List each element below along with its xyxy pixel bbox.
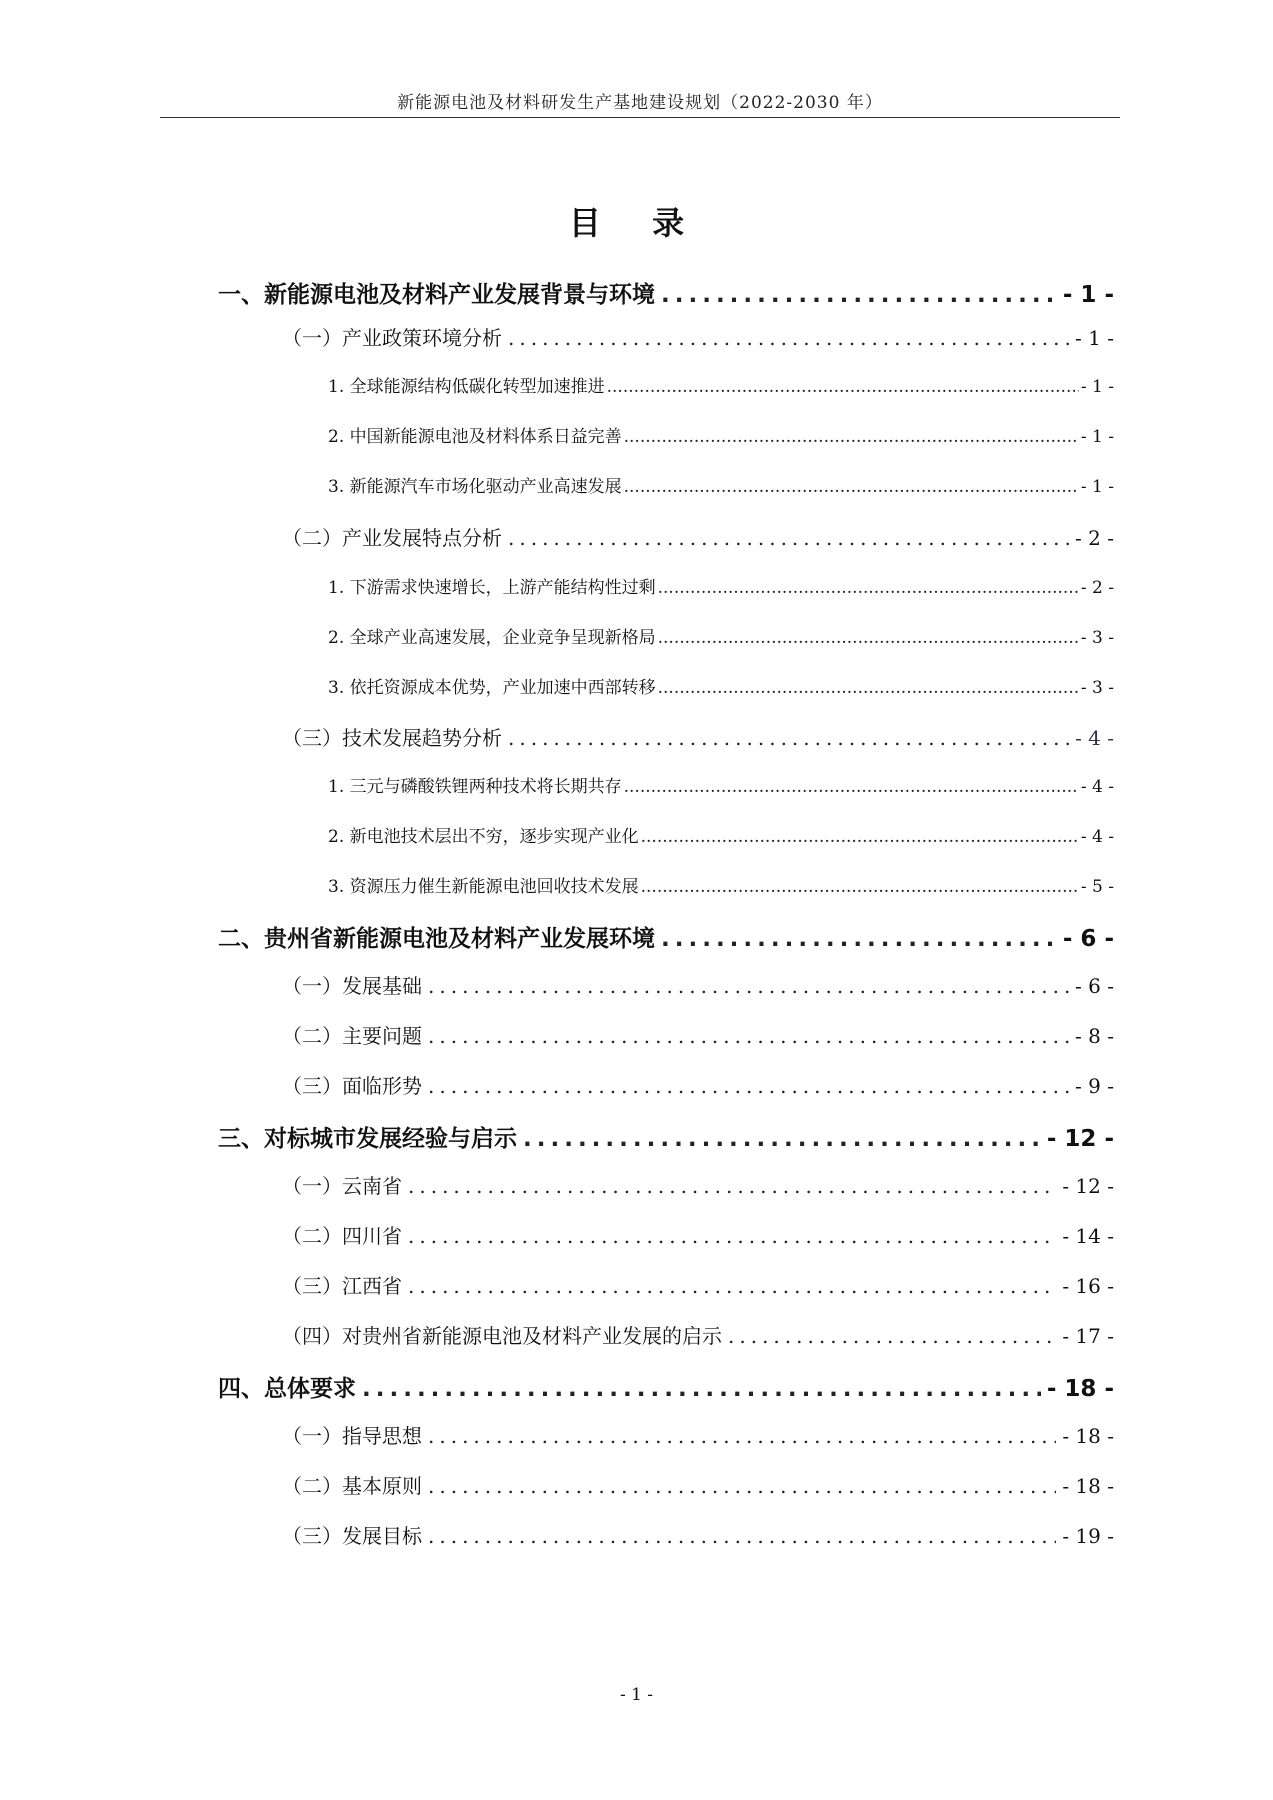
toc-page-number: - 19 - bbox=[1062, 1524, 1114, 1548]
toc-leader-dots bbox=[428, 1074, 1069, 1098]
toc-entry-section[interactable] bbox=[282, 1320, 1114, 1349]
toc-label: 1. 全球能源结构低碳化转型加速推进 bbox=[328, 377, 605, 397]
toc-page-number: - 9 - bbox=[1075, 1074, 1114, 1098]
toc-leader-dots bbox=[523, 1126, 1041, 1152]
toc-label: （四）对贵州省新能源电池及材料产业发展的启示 bbox=[282, 1324, 722, 1348]
toc-entry-chapter-4[interactable] bbox=[218, 1370, 1114, 1403]
toc-leader-dots bbox=[362, 1376, 1041, 1402]
toc-entry-section[interactable] bbox=[282, 322, 1114, 351]
toc-page-number: - 6 - bbox=[1062, 926, 1114, 952]
toc-leader-dots bbox=[658, 678, 1079, 698]
toc-leader-dots bbox=[624, 477, 1079, 497]
toc-page-number: - 12 - bbox=[1046, 1126, 1114, 1152]
toc-entry-subsection[interactable] bbox=[328, 673, 1114, 698]
toc-label: 四、总体要求 bbox=[218, 1376, 356, 1402]
toc-label: 3. 新能源汽车市场化驱动产业高速发展 bbox=[328, 477, 622, 497]
toc-entry-section[interactable] bbox=[282, 1220, 1114, 1249]
toc-label: （三）技术发展趋势分析 bbox=[282, 726, 502, 750]
toc-leader-dots bbox=[428, 1024, 1069, 1048]
toc-leader-dots bbox=[428, 974, 1069, 998]
toc-entry-chapter-1[interactable] bbox=[218, 276, 1114, 309]
toc-page-number: - 8 - bbox=[1075, 1024, 1114, 1048]
toc-leader-dots bbox=[408, 1174, 1056, 1198]
toc-leader-dots bbox=[641, 827, 1079, 847]
toc-leader-dots bbox=[607, 377, 1079, 397]
toc-label: 1. 下游需求快速增长，上游产能结构性过剩 bbox=[328, 578, 656, 598]
toc-leader-dots bbox=[428, 1424, 1056, 1448]
toc-entry-section[interactable] bbox=[282, 1470, 1114, 1499]
toc-entry-section[interactable] bbox=[282, 1520, 1114, 1549]
toc-entry-subsection[interactable] bbox=[328, 422, 1114, 447]
toc-page-number: - 18 - bbox=[1062, 1424, 1114, 1448]
toc-label: （二）基本原则 bbox=[282, 1474, 422, 1498]
toc-entry-subsection[interactable] bbox=[328, 822, 1114, 847]
toc-label: （一）指导思想 bbox=[282, 1424, 422, 1448]
toc-label: 2. 新电池技术层出不穷，逐步实现产业化 bbox=[328, 827, 639, 847]
toc-page-number: - 1 - bbox=[1080, 377, 1114, 397]
page-title: 目 录 bbox=[568, 204, 705, 242]
toc-entry-subsection[interactable] bbox=[328, 573, 1114, 598]
toc-leader-dots bbox=[508, 726, 1069, 750]
toc-page-number: - 1 - bbox=[1062, 282, 1114, 308]
toc-label: （二）主要问题 bbox=[282, 1024, 422, 1048]
toc-leader-dots bbox=[624, 777, 1079, 797]
toc-entry-section[interactable] bbox=[282, 1420, 1114, 1449]
toc-page-number: - 12 - bbox=[1062, 1174, 1114, 1198]
toc-page-number: - 3 - bbox=[1080, 628, 1114, 648]
toc-page-number: - 1 - bbox=[1080, 427, 1114, 447]
toc-leader-dots bbox=[624, 427, 1079, 447]
toc-entry-section[interactable] bbox=[282, 1020, 1114, 1049]
toc-label: （二）产业发展特点分析 bbox=[282, 526, 502, 550]
toc-page-number: - 18 - bbox=[1046, 1376, 1114, 1402]
toc-label: （一）云南省 bbox=[282, 1174, 402, 1198]
toc-label: 1. 三元与磷酸铁锂两种技术将长期共存 bbox=[328, 777, 622, 797]
toc-leader-dots bbox=[408, 1224, 1056, 1248]
toc-entry-subsection[interactable] bbox=[328, 472, 1114, 497]
toc-page-number: - 4 - bbox=[1080, 827, 1114, 847]
toc-leader-dots bbox=[641, 877, 1079, 897]
toc-label: （一）发展基础 bbox=[282, 974, 422, 998]
toc-page-number: - 2 - bbox=[1075, 526, 1114, 550]
toc-label: 一、新能源电池及材料产业发展背景与环境 bbox=[218, 282, 655, 308]
toc-page-number: - 1 - bbox=[1080, 477, 1114, 497]
toc-page-number: - 5 - bbox=[1080, 877, 1114, 897]
toc-entry-subsection[interactable] bbox=[328, 372, 1114, 397]
toc-label: （三）面临形势 bbox=[282, 1074, 422, 1098]
toc-entry-subsection[interactable] bbox=[328, 872, 1114, 897]
toc-page-number: - 1 - bbox=[1075, 326, 1114, 350]
toc-entry-section[interactable] bbox=[282, 1170, 1114, 1199]
toc-label: （一）产业政策环境分析 bbox=[282, 326, 502, 350]
toc-entry-chapter-3[interactable] bbox=[218, 1120, 1114, 1153]
toc-label: 三、对标城市发展经验与启示 bbox=[218, 1126, 517, 1152]
toc-entry-section[interactable] bbox=[282, 722, 1114, 751]
toc-entry-subsection[interactable] bbox=[328, 623, 1114, 648]
toc-page-number: - 2 - bbox=[1080, 578, 1114, 598]
toc-label: （三）江西省 bbox=[282, 1274, 402, 1298]
toc-leader-dots bbox=[728, 1324, 1056, 1348]
toc-leader-dots bbox=[661, 926, 1057, 952]
toc-label: 3. 依托资源成本优势，产业加速中西部转移 bbox=[328, 678, 656, 698]
toc-page-number: - 17 - bbox=[1062, 1324, 1114, 1348]
toc-page-number: - 16 - bbox=[1062, 1274, 1114, 1298]
toc-entry-subsection[interactable] bbox=[328, 772, 1114, 797]
toc-leader-dots bbox=[508, 526, 1069, 550]
toc-page-number: - 6 - bbox=[1075, 974, 1114, 998]
toc-label: 2. 全球产业高速发展，企业竞争呈现新格局 bbox=[328, 628, 656, 648]
toc-leader-dots bbox=[428, 1524, 1056, 1548]
toc-label: （三）发展目标 bbox=[282, 1524, 422, 1548]
toc-page-number: - 4 - bbox=[1075, 726, 1114, 750]
toc-label: （二）四川省 bbox=[282, 1224, 402, 1248]
toc-page-number: - 3 - bbox=[1080, 678, 1114, 698]
page-number-footer: - 1 - bbox=[619, 1685, 654, 1705]
toc-entry-section[interactable] bbox=[282, 522, 1114, 551]
toc-label: 2. 中国新能源电池及材料体系日益完善 bbox=[328, 427, 622, 447]
toc-leader-dots bbox=[658, 578, 1079, 598]
toc-leader-dots bbox=[508, 326, 1069, 350]
toc-entry-section[interactable] bbox=[282, 970, 1114, 999]
toc-page-number: - 14 - bbox=[1062, 1224, 1114, 1248]
toc-leader-dots bbox=[658, 628, 1079, 648]
toc-leader-dots bbox=[661, 282, 1057, 308]
running-header: 新能源电池及材料研发生产基地建设规划（2022-2030 年） bbox=[397, 93, 883, 113]
toc-leader-dots bbox=[408, 1274, 1056, 1298]
toc-entry-chapter-2[interactable] bbox=[218, 920, 1114, 953]
toc-leader-dots bbox=[428, 1474, 1056, 1498]
toc-entry-section[interactable] bbox=[282, 1070, 1114, 1099]
toc-label: 二、贵州省新能源电池及材料产业发展环境 bbox=[218, 926, 655, 952]
toc-label: 3. 资源压力催生新能源电池回收技术发展 bbox=[328, 877, 639, 897]
toc-page-number: - 18 - bbox=[1062, 1474, 1114, 1498]
toc-page-number: - 4 - bbox=[1080, 777, 1114, 797]
toc-entry-section[interactable] bbox=[282, 1270, 1114, 1299]
